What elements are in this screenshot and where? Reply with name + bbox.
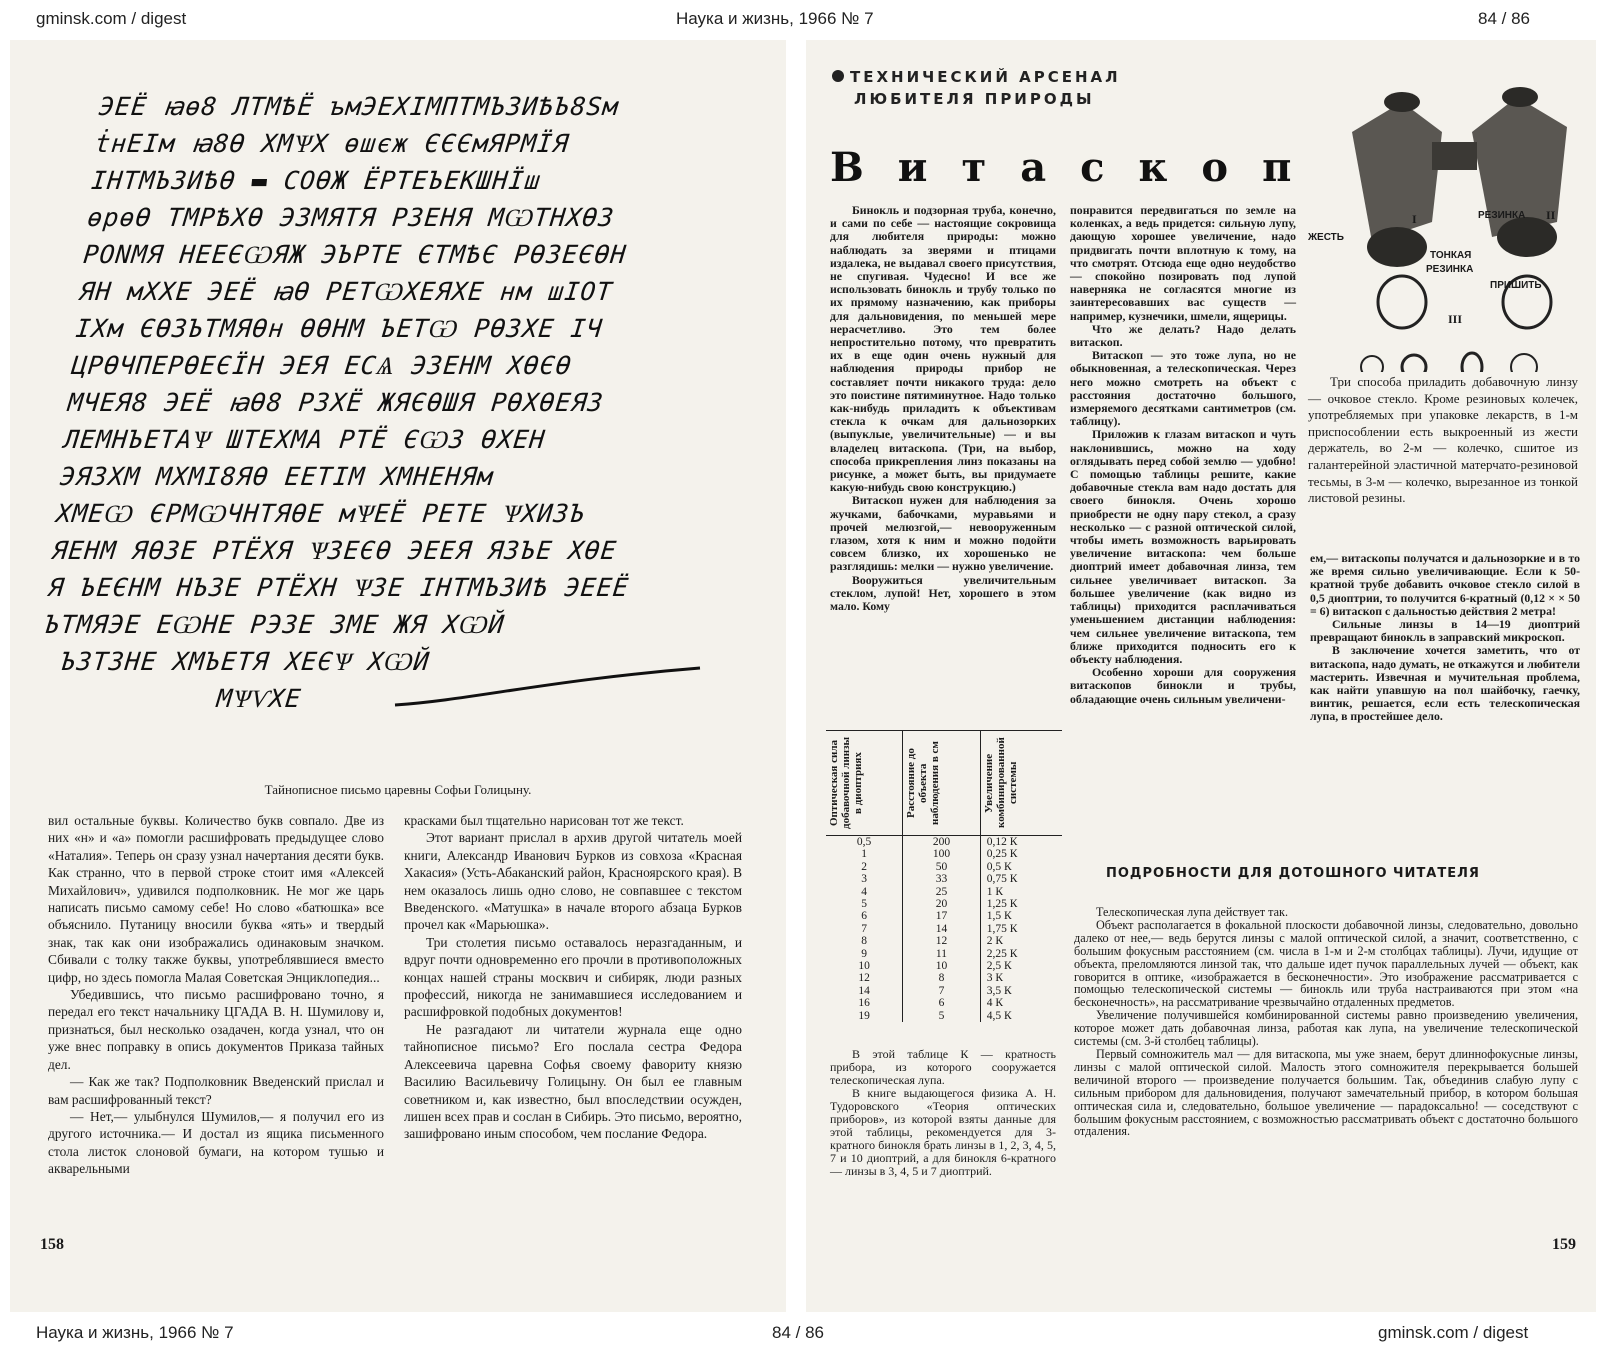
right-column-2 [1070, 204, 1296, 706]
table-cell: 2 [826, 861, 903, 873]
table-cell: 20 [903, 898, 981, 910]
table-row [826, 848, 1062, 860]
table-cell: 0,12 К [986, 836, 1018, 848]
table-row [826, 1010, 1062, 1022]
paragraph: Витаскоп нужен для наблюдения за жучками, бабочками, муравьями и прочей мелюзгой,— невооруженным глазом, хотя к ним и можно подойти совсем близко, их хорошенько не разглядишь: мелки — нужно увеличение. [830, 493, 1056, 574]
table-cell: 14 [826, 985, 903, 997]
table-cell: 50 [903, 861, 981, 873]
cipher-letter [35, 88, 786, 717]
paragraph: Бинокль и подзорная труба, конечно, и сами по себе — настоящие сокровища для любителя природы: можно наблюдать за зверями и птицами издалека, не выдавал своего присутствия, не спугивая. Чудесно! И все же использовать бинокль и трубу только по их прямому назначению, как приборы для дальновидения, по меньшей мере нерасчетливо. Это тем более непростительно потому, что превратить их в еще один очень нужный для наблюдения природы прибор не составляет почти никакого труда: дело это поистине пятиминутное. Надо только как-нибудь приладить к объективам стекла к очкам для дальнозорких (выпуклые, увеличительные) — и вы владелец витаскопа. (Три, на выбор, способа прикрепления линз показаны на рисунке, а может быть, вы придумаете какую-нибудь свою конструкцию.) [830, 203, 1056, 495]
header-issue: Наука и жизнь, 1966 № 7 [676, 9, 874, 28]
paragraph: Объект располагается в фокальной плоскости добавочной линзы, следовательно, довольно далеко от нее,— ведь берутся линзы с малой оптической силой, а значит, соответственно, с большим фокусным расстоянием (см. числа в 1-м и 2-м столбцах таблицы). Лучи, идущие от объекта, преломляются линзой так, что дальше идет пучок параллельных лучей — объект, как говорится в оптике, «изображается в бесконечности». Это изображение рассматривается с помощью телескопической системы — бинокль или труба настраиваются при этом «на бесконечность», на рассматривание чрезвычайно отдаленных предметов. [1074, 917, 1578, 1010]
table-cell: 3 [826, 873, 903, 885]
paragraph: Три столетия письмо оставалось неразгаданным, и вдруг почти одновременно его прочли в противоположных концах нашей страны москвич и сибиряк, люди разных профессий, никогда не занимавшиеся исследованием и расшифровкой подобных документов! [404, 934, 742, 1020]
left-page [10, 40, 786, 1312]
cipher-line: РОNМЯ НЕЕЄѠЯЖ ЭЪРТЕ ЄТМѢЄ РѲЗЕЄѲН [82, 240, 629, 269]
figure-label: РЕЗИНКА [1426, 264, 1474, 275]
rubric-line: ЛЮБИТЕЛЯ ПРИРОДЫ [854, 90, 1095, 108]
paragraph: Телескопическая лупа действует так. [1096, 905, 1289, 919]
rubric-line: ТЕХНИЧЕСКИЙ АРСЕНАЛ [850, 68, 1121, 86]
paragraph: Приложив к глазам витаскоп и чуть наклонившись, можно на ходу оглядывать перед собой землю — удобно! С помощью таблицы решите, какие добавочные стекла вам надо достать для своего бинокля. Очень хорошо приобрести не одну пару стекол, а сразу несколько — с разной оптической силой, чтобы иметь возможность варьировать увеличение витаскопа: чем больше диоптрий имеет добавочная линза, тем сильнее увеличивает витаскоп. За большее увеличение (как видно из таблицы) приходится расплачиваться уменьшением дистанции наблюдения: чем сильнее увеличение витаскопа, тем ближе приходится подносить его к объекту наблюдения. [1070, 427, 1296, 666]
cipher-line: ЭЕЁ ꙗѳ8 ЛТМѢЁ ъмЭЕХІМПТМЪЗИѢЪ8Ѕм [97, 92, 621, 121]
table-cell: 2,5 К [986, 960, 1012, 973]
paragraph: В книге выдающегося физика А. Н. Тудоровского «Теория оптических приборов», из которой взяты данные для этой таблицы, рекомендуется для 3-кратного бинокля брать линзы в 1, 2, 3, 4, 5, 7 и 10 диоптрий, а для бинокля 6-кратного — линзы в 3, 4, 5 и 7 диоптрий. [830, 1086, 1056, 1178]
figure-caption: Три способа приладить добавочную линзу — очковое стекло. Кроме резиновых колечек, употребляемых при упаковке лекарств, в 1-м приспособлении есть выкроенный из жести держатель, во 2-м — колечко, сшитое из галантерейной эластичной матерчато-резиновой тесьмы, в 3-м — колечко, вырезанное из тонкой листовой резины. [1308, 374, 1578, 506]
table-cell: 1,75 К [986, 922, 1018, 935]
header-site: gminsk.com / digest [36, 9, 187, 28]
cipher-line: ХМЕѠ ЄРМѠЧНТЯѲЕ мѰЕЁ РЕТЕ ѰХИЗЪ [54, 499, 588, 528]
page-gutter [786, 40, 806, 1312]
article-title: Витаскоп [830, 144, 1326, 191]
table-cell: 33 [903, 873, 981, 885]
right-page [806, 40, 1596, 1312]
binocular-illustration [1332, 72, 1582, 372]
table-cell: 5 [903, 1010, 981, 1022]
table-cell: 1 [826, 848, 903, 860]
table-cell: 0,25 К [986, 848, 1018, 861]
table-row [826, 898, 1062, 910]
table-cell: 10 [903, 960, 981, 972]
cipher-line: ЯН мХХЕ ЭЕЁ ꙗѲ РЕТѠХЕЯХЕ нм шІОТ [78, 277, 615, 306]
paragraph: Сильные линзы в 14—19 диоптрий превращают бинокль в заправский микроскоп. [1310, 617, 1580, 645]
cipher-line: ЪЗТЗНЕ ХМЪЕТЯ ХЕЄѰ ХѠЙ [59, 647, 432, 676]
page-header [0, 0, 1600, 36]
table-cell: 7 [826, 923, 903, 935]
table-header: Увеличение комбинированной системы [982, 737, 1019, 829]
table-cell: 17 [903, 910, 981, 922]
paragraph: вил остальные буквы. Количество букв совпало. Две из них «н» и «а» помогли расшифровать предыдущее слово «Наталия». Теперь он сразу узнал начертания десяти букв. Как странно, что в первой строке стоит имя «Алексей Михайлович», удивился подполковник. Не мог же царь написать письмо самому себе! Но слово «батюшка» все объяснило. Путаницу вносили буква «ять» и твердый знак, так как они изображались одинаковым значком. Сбивали с толку также буквы, употреблявшиеся вместо цифр, но здесь помогла Малая Советская Энциклопедия... [48, 813, 384, 985]
paragraph: Первый сомножитель мал — для витаскопа, мы уже знаем, берут длиннофокусные линзы, линзы с малой оптической силой. Малость этого сомножителя перекрывается большей величиной второго — произведение получается большим. Так, объединив слабую лупу с сильным прибором для дальновидения, получают замечательный прибор, в котором большая оптическая сила и, следовательно, большое увеличение — парадоксально! — соседствуют с большим фокусным расстоянием, с возможностью рассматривать объект с достаточно большого отдаления. [1074, 1046, 1578, 1139]
table-cell: 1 К [986, 885, 1004, 898]
paragraph: — Как же так? Подполковник Введенский прислал и вам расшифрованный текст? [48, 1074, 384, 1107]
table-cell: 14 [903, 923, 981, 935]
diopter-table [826, 730, 1062, 1022]
table-cell: 4 [826, 886, 903, 898]
table-row [826, 836, 1062, 849]
table-row [826, 861, 1062, 873]
left-column-1 [48, 812, 384, 1178]
table-cell: 1,5 К [986, 910, 1012, 923]
paragraph: Витаскоп — это тоже лупа, но не обыкновенная, а телескопическая. Через него можно смотреть на объект с расстояния достаточно большого, измеряемого десятками сантиметров (см. таблицу). [1070, 348, 1296, 429]
cipher-line: ЛЕМНЪЕТАѰ ШТЕХМА РТЁ ЄѠЗ ѲХЕН [62, 425, 547, 454]
paragraph: ем,— витаскопы получатся и дальнозоркие и в то же время сильно увеличивающие. Если к 50-кратной трубе добавить очковое стекло силой в 0,5 диоптрии, то получится 6-кратный (0,12 × × 50 = 6) витаскоп с дальностью действия 2 метра! [1310, 551, 1580, 618]
table-cell: 0,75 К [986, 873, 1018, 886]
table-cell: 2,25 К [986, 947, 1018, 960]
right-column-1 [830, 204, 1056, 613]
paragraph: Что же делать? Надо делать витаскоп. [1070, 321, 1296, 350]
page-number: 158 [40, 1236, 64, 1253]
cipher-line: ІХм ЄѲЗЪТМЯѲн ѲѲНМ ЪЕТѠ РѲЗХЕ ІЧ [74, 314, 605, 343]
header-pages: 84 / 86 [1478, 9, 1530, 28]
cipher-line: МЧЕЯ8 ЭЕЁ ꙗѲ8 РЗХЁ ЖЯЄѲШЯ РѲХѲЕЯЗ [66, 388, 606, 417]
signature-stroke [390, 660, 710, 720]
table-cell: 3 К [986, 972, 1004, 985]
table-row [826, 960, 1062, 972]
table-cell: 2 К [986, 935, 1004, 948]
cipher-line: Я ЪЕЄНМ НЪЗЕ РТЁХН ѰЗЕ ІНТМЪЗИѢ ЭЕЕЁ [47, 573, 631, 602]
paragraph: красками был тщательно нарисован тот же текст. [404, 813, 684, 828]
table-cell: 12 [826, 972, 903, 984]
right-column-3 [1310, 552, 1580, 724]
figure-label: ТОНКАЯ [1430, 250, 1472, 261]
paragraph: Вооружиться увеличительным стеклом, лупой! Нет, хорошего в этом мало. Кому [830, 572, 1056, 614]
figure-label: РЕЗИНКА [1478, 210, 1526, 221]
table-cell: 6 [826, 910, 903, 922]
table-row [826, 972, 1062, 984]
footer-site: gminsk.com / digest [1378, 1323, 1529, 1342]
page-number: 159 [1552, 1236, 1576, 1253]
table-cell: 8 [903, 972, 981, 984]
table-cell: 3,5 К [986, 984, 1012, 997]
paragraph: Убедившись, что письмо расшифровано точно, я передал его текст начальнику ЦГАДА В. Н. Шумилову и, признаться, был несколько озадачен, когда узнал, что он уже внес поправку в опись документов Приказа тайных дел. [48, 987, 384, 1072]
table-cell: 0,5 [826, 836, 903, 849]
figure-label: I [1412, 212, 1417, 226]
left-column-2 [404, 812, 742, 1143]
paragraph: Увеличение получившейся комбинированной системы равно произведению увеличения, которое может дать добавочная линза, работая как лупа, на увеличение телескопической системы (см. 3-й столбец таблицы). [1074, 1008, 1578, 1049]
table-row [826, 873, 1062, 885]
table-cell: 4,5 К [986, 1009, 1012, 1022]
figure-label: ПРИШИТЬ [1490, 280, 1542, 291]
table-cell: 11 [903, 948, 981, 960]
table-cell: 7 [903, 985, 981, 997]
section-rubric [832, 66, 1121, 110]
table-row [826, 910, 1062, 922]
figure-label: III [1448, 312, 1463, 326]
cipher-line: ІНТМЪЗИѢѲ ▬ СОѲЖ ЁРТЕЪЕКШНЇш [89, 166, 543, 195]
page-footer [0, 1314, 1600, 1350]
table-cell: 100 [903, 848, 981, 860]
table-cell: 19 [826, 1010, 903, 1022]
table-cell: 9 [826, 948, 903, 960]
figure-caption-text [1308, 374, 1578, 507]
cipher-line: ЭЯЗХМ МХМІ8ЯѲ ЕЕТІМ ХМНЕНЯм [58, 462, 496, 491]
table-cell: 25 [903, 886, 981, 898]
table-cell: 16 [826, 997, 903, 1009]
paragraph: Не разгадают ли читатели журнала еще одно тайнописное письмо? Его послала сестра Федора Алексеевича царевна Софья своему фавориту князю Василию Васильевичу Голицыну. Он был ее главным советником и, как известно, был впоследствии осужден, лишен всех прав и сослан в Сибирь. Это письмо, вероятно, зашифровано иным способом, чем послание Федора. [404, 1021, 742, 1142]
table-row [826, 985, 1062, 997]
cipher-line: ЯЕНМ ЯѲЗЕ РТЁХЯ ѰЗЕЄѲ ЭЕЕЯ ЯЗЪЕ ХѲЕ [50, 536, 619, 565]
cipher-line: ṫнЕІм ꙗ8Ѳ ХМѰХ ѳшєж ЄЄЄмЯРМЇЯ [93, 129, 571, 158]
footer-pages: 84 / 86 [772, 1323, 824, 1342]
bullet-icon [832, 70, 844, 82]
figure-label: ЖЕСТЬ [1308, 232, 1344, 243]
table-row [826, 923, 1062, 935]
cipher-line: МѰѴХЕ [215, 684, 303, 713]
table-row [826, 935, 1062, 947]
paragraph: В заключение хочется заметить, что от витаскопа, надо думать, не откажутся и любители мастерить. Извечная и мучительная проблема, как найти упавшую на пол шайбочку, гаечку, винтик, решается, если есть телескопическая лупа, в простейшее дело. [1310, 643, 1580, 724]
table-row [826, 997, 1062, 1009]
section-text [1074, 906, 1578, 1138]
table-cell: 5 [826, 898, 903, 910]
table-cell: 6 [903, 997, 981, 1009]
paragraph: понравится передвигаться по земле на коленках, а ведь придется: сильную лупу, дающую хорошее увеличение, надо придвигать почти вплотную к тому, на что смотрят. Отсюда еще одно неудобство — спокойно позировать под лупой наверняка не согласятся многие из заинтересовавших вас существ — например, кузнечики, шмели, ящерицы. [1070, 203, 1296, 323]
table-cell: 0,5 К [986, 860, 1012, 873]
cipher-line: ѳрѳѲ ТМРѢХѲ ЭЗМЯТЯ РЗЕНЯ МѠТНХѲЗ [85, 203, 616, 232]
cipher-line: ЦРѲЧПЕРѲЕЄЇН ЭЕЯ ЕСѦ ЭЗЕНМ ХѲЄѲ [70, 351, 574, 380]
table-header: Расстояние до объекта наблюдения в см [905, 741, 942, 825]
paragraph: В этой таблице К — кратность прибора, из которого сооружается телескопическая лупа. [830, 1047, 1056, 1087]
table-cell: 4 К [986, 997, 1004, 1010]
table-cell: 10 [826, 960, 903, 972]
table-row [826, 948, 1062, 960]
table-cell: 8 [826, 935, 903, 947]
section-heading: ПОДРОБНОСТИ ДЛЯ ДОТОШНОГО ЧИТАТЕЛЯ [1106, 866, 1480, 881]
table-body [826, 836, 1062, 1023]
table-row [826, 886, 1062, 898]
table-header: Оптическая сила добавочной линзы в диоптриях [828, 736, 864, 830]
paragraph: Этот вариант прислал в архив другой читатель моей книги, Александр Иванович Бурков из совхоза «Красная Хакасия» (Усть-Абаканский район, Красноярского края). В нем оказалось лишь одно слово, не совпавшее с текстом Введенского. «Матушка» в начале второго абзаца Бурков прочел как «Марьюшка». [404, 830, 742, 933]
table-note [830, 1048, 1056, 1178]
table-cell: 12 [903, 935, 981, 947]
table-cell: 1,25 К [986, 898, 1018, 911]
paragraph: Особенно хороши для сооружения витаскопов бинокли и трубы, обладающие очень сильным увеличени- [1070, 665, 1296, 706]
cipher-line: ЪТМЯЭЕ ЕѠНЕ РЭЗЕ ЗМЕ ЖЯ ХѠЙ [43, 610, 507, 639]
figure-label: II [1546, 208, 1556, 222]
paragraph: — Нет,— улыбнулся Шумилов,— я получил его из другого источника.— И достал из ящика письменного стола листок слоновой бумаги, на котором тушью и акварельными [48, 1108, 384, 1177]
figure-caption: Тайнописное письмо царевны Софьи Голицыну. [264, 782, 532, 797]
table-cell: 200 [903, 836, 981, 849]
footer-issue: Наука и жизнь, 1966 № 7 [36, 1323, 234, 1342]
